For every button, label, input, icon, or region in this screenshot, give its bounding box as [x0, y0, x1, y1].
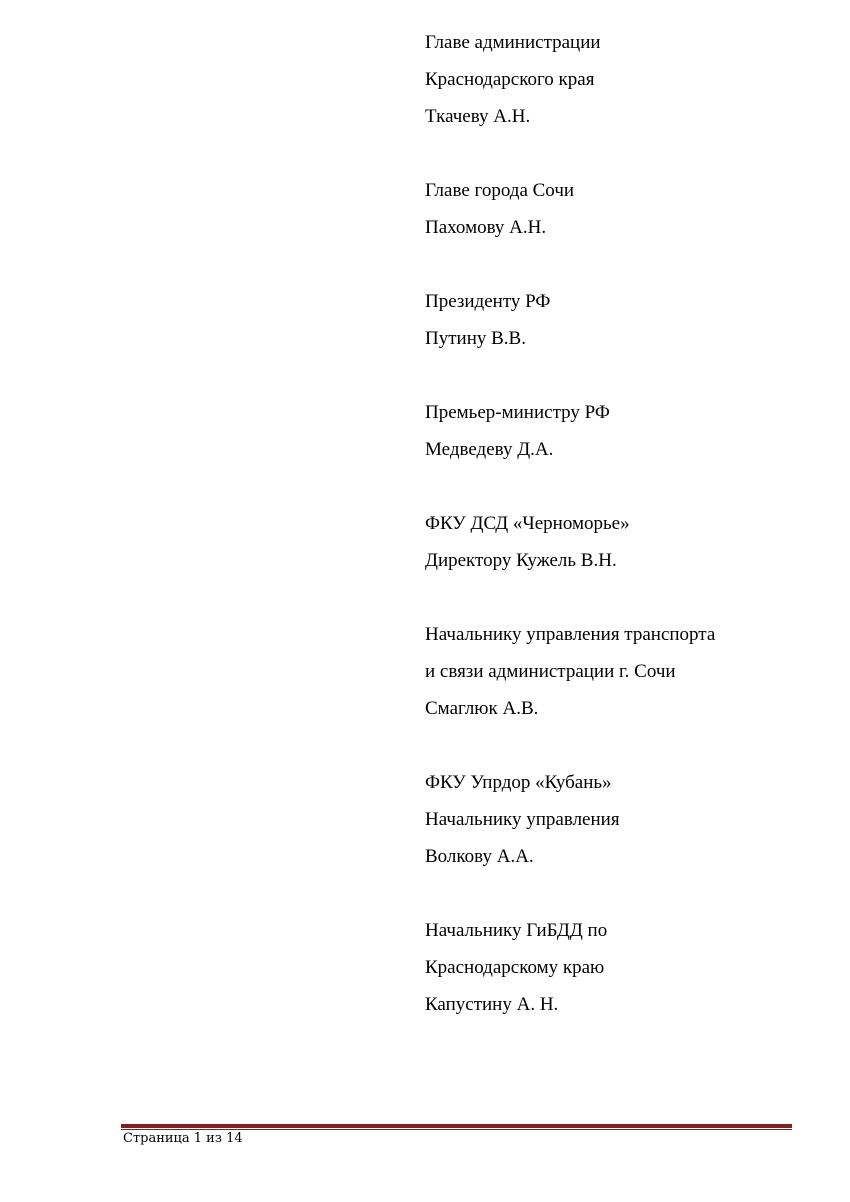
addressee-line: ФКУ ДСД «Черноморье» [425, 513, 630, 534]
addressee-line: Начальнику ГиБДД по [425, 920, 608, 941]
addressee-line: Президенту РФ [425, 291, 551, 312]
addressee-block [425, 394, 825, 468]
addressee-block [425, 616, 825, 727]
addressee-line: Смаглюк А.В. [425, 698, 539, 719]
addressee-line: Начальнику управления транспорта [425, 624, 716, 645]
addressee-line: Пахомову А.Н. [425, 217, 547, 238]
addressee-block [425, 24, 825, 135]
addressee-line: Директору Кужель В.Н. [425, 550, 617, 571]
addressee-line: Премьер-министру РФ [425, 402, 610, 423]
page-number: Страница 1 из 14 [123, 1131, 243, 1146]
addressee-block [425, 283, 825, 357]
addressee-block [425, 172, 825, 246]
addressee-line: ФКУ Упрдор «Кубань» [425, 772, 612, 793]
addressee-block [425, 505, 825, 579]
addressee-line: Начальнику управления [425, 809, 620, 830]
addressee-line: Путину В.В. [425, 328, 526, 349]
addressee-list [425, 24, 825, 1060]
addressee-line: Медведеву Д.А. [425, 439, 554, 460]
addressee-line: Капустину А. Н. [425, 994, 559, 1015]
addressee-line: Краснодарского края [425, 69, 595, 90]
addressee-line: Краснодарскому краю [425, 957, 605, 978]
addressee-line: Волкову А.А. [425, 846, 534, 867]
addressee-line: и связи администрации г. Сочи [425, 661, 676, 682]
addressee-line: Ткачеву А.Н. [425, 106, 531, 127]
footer-divider-thin [121, 1129, 792, 1130]
addressee-block [425, 764, 825, 875]
addressee-block [425, 912, 825, 1023]
addressee-line: Главе города Сочи [425, 180, 575, 201]
footer-divider-thick [121, 1124, 792, 1128]
addressee-line: Главе администрации [425, 32, 601, 53]
